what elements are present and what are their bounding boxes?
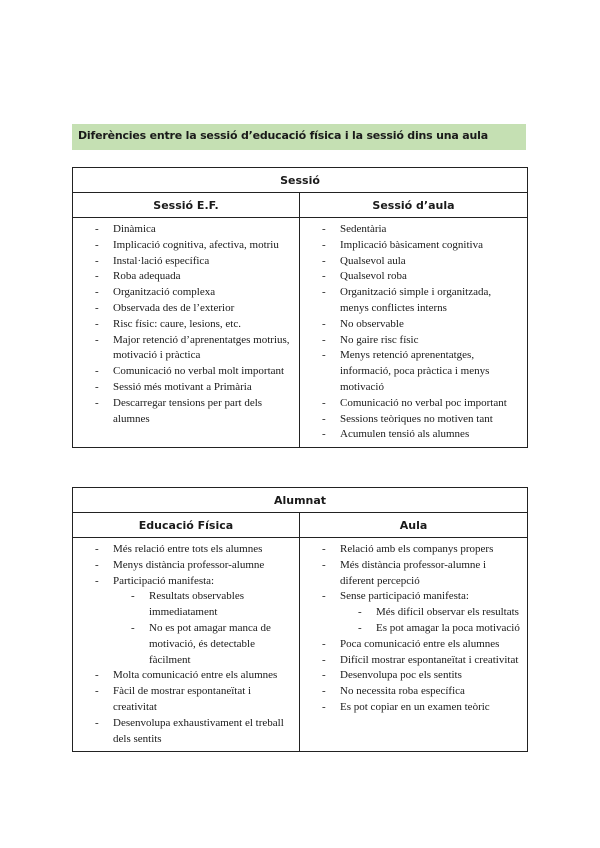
pe-students-cell xyxy=(73,538,300,752)
pe-session-cell xyxy=(73,218,300,448)
list-item: - Descarregar tensions per part dels alumnes xyxy=(73,396,293,428)
list-item-label: Sense participació manifesta: xyxy=(340,590,469,603)
list-item: - Menys distància professor-alumne xyxy=(73,558,293,574)
list-item: - Acumulen tensió als alumnes xyxy=(300,427,521,443)
sub-list-item: - No es pot amagar manca de motivació, és detectable fàcilment xyxy=(113,621,293,668)
pe-students-list xyxy=(73,542,293,747)
classroom-session-list xyxy=(300,222,521,443)
list-item: - Risc físic: caure, lesions, etc. xyxy=(73,317,293,333)
list-item xyxy=(73,574,293,669)
list-item: - No necessita roba específica xyxy=(300,684,521,700)
list-item: - Qualsevol roba xyxy=(300,269,521,285)
sub-list-item: - Es pot amagar la poca motivació xyxy=(340,621,521,637)
list-item: - Difícil mostrar espontaneïtat i creativitat xyxy=(300,653,521,669)
classroom-session-cell xyxy=(300,218,528,448)
list-item: - Més relació entre tots els alumnes xyxy=(73,542,293,558)
pe-session-list xyxy=(73,222,293,427)
list-item: - Sedentària xyxy=(300,222,521,238)
list-item: - Organització complexa xyxy=(73,285,293,301)
classroom-students-header: Aula xyxy=(300,513,528,538)
list-item: - Comunicació no verbal molt important xyxy=(73,364,293,380)
list-item: - Sessions teòriques no motiven tant xyxy=(300,412,521,428)
list-item: - Més distància professor-alumne i diferent percepció xyxy=(300,558,521,590)
list-item-label: Participació manifesta: xyxy=(113,574,215,587)
list-item: - Relació amb els companys propers xyxy=(300,542,521,558)
pe-students-header: Educació Física xyxy=(73,513,300,538)
list-item: - Roba adequada xyxy=(73,269,293,285)
list-item: - Implicació cognitiva, afectiva, motriu xyxy=(73,238,293,254)
list-item: - No gaire risc físic xyxy=(300,333,521,349)
sub-list xyxy=(113,589,293,668)
list-item: - Organització simple i organitzada, menys conflictes interns xyxy=(300,285,521,317)
list-item: - Instal·lació específica xyxy=(73,254,293,270)
session-table xyxy=(72,167,528,448)
list-item: - Major retenció d’aprenentatges motrius, motivació i pràctica xyxy=(73,333,293,365)
list-item: - Desenvolupa poc els sentits xyxy=(300,668,521,684)
list-item: - No observable xyxy=(300,317,521,333)
sub-list-item: - Més difícil observar els resultats xyxy=(340,605,521,621)
sub-list-item: - Resultats observables immediatament xyxy=(113,589,293,621)
list-item: - Sessió més motivant a Primària xyxy=(73,380,293,396)
students-table xyxy=(72,487,528,752)
list-item: - Molta comunicació entre els alumnes xyxy=(73,668,293,684)
list-item: - Observada des de l’exterior xyxy=(73,301,293,317)
students-table-caption: Alumnat xyxy=(73,488,528,513)
sub-list xyxy=(340,605,521,637)
list-item: - Es pot copiar en un examen teòric xyxy=(300,700,521,716)
classroom-students-list xyxy=(300,542,521,716)
classroom-students-cell xyxy=(300,538,528,752)
document-heading: Diferències entre la sessió d’educació física i la sessió dins una aula xyxy=(72,124,526,150)
session-table-caption: Sessió xyxy=(73,168,528,193)
classroom-session-header: Sessió d’aula xyxy=(300,193,528,218)
list-item: - Menys retenció aprenentatges, informació, poca pràctica i menys motivació xyxy=(300,348,521,395)
list-item: - Desenvolupa exhaustivament el treball dels sentits xyxy=(73,716,293,748)
list-item: - Dinàmica xyxy=(73,222,293,238)
list-item: - Poca comunicació entre els alumnes xyxy=(300,637,521,653)
list-item: - Qualsevol aula xyxy=(300,254,521,270)
list-item: - Comunicació no verbal poc important xyxy=(300,396,521,412)
pe-session-header: Sessió E.F. xyxy=(73,193,300,218)
list-item: - Implicació bàsicament cognitiva xyxy=(300,238,521,254)
list-item xyxy=(300,589,521,636)
list-item: - Fàcil de mostrar espontaneïtat i creativitat xyxy=(73,684,293,716)
